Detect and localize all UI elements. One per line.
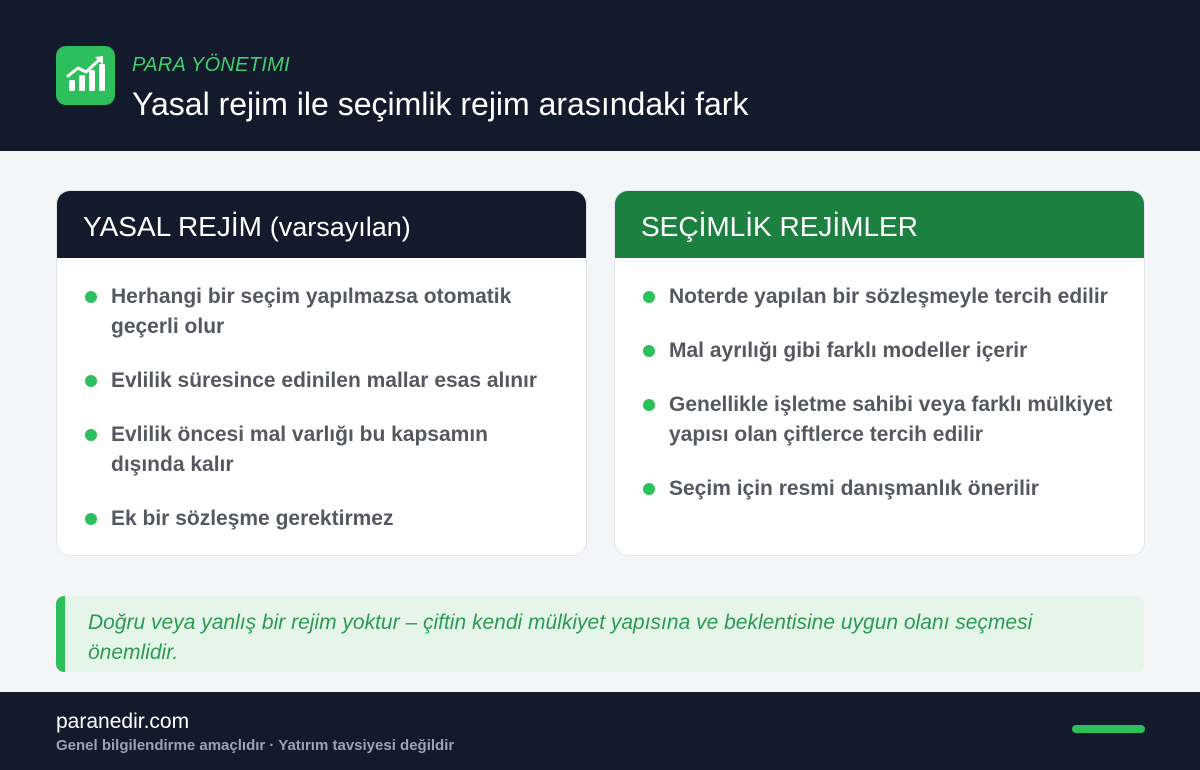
list-item-text: Noterde yapılan bir sözleşmeyle tercih edilir [669,285,1108,308]
list-item [85,420,566,480]
bullet-dot-icon [85,375,97,387]
page-title: Yasal rejim ile seçimlik rejim arasındaki fark [132,86,749,122]
list-item [85,366,566,396]
list-item [85,504,566,534]
list-item-text: Mal ayrılığı gibi farklı modeller içerir [669,339,1028,362]
growth-chart-icon [56,46,115,105]
footer [0,692,1200,770]
footer-accent-line [1072,725,1145,733]
list-item [643,474,1124,504]
list-item [85,282,566,342]
note-accent-bar [56,596,65,672]
optional-regimes-card [614,190,1145,556]
bullet-dot-icon [85,291,97,303]
header [0,0,1200,151]
bullet-dot-icon [85,513,97,525]
list-item-text: Evlilik süresince edinilen mallar esas alınır [111,369,538,392]
bullet-dot-icon [643,483,655,495]
bullet-dot-icon [643,291,655,303]
optional-regimes-card-header [615,191,1144,258]
list-item-text: Herhangi bir seçim yapılmazsa otomatik geçerli olur [111,285,512,338]
site-name: paranedir.com [56,710,190,733]
section-kicker: PARA YÖNETIMI [132,54,291,76]
info-note [56,596,1144,672]
optional-regimes-title: SEÇİMLİK REJİMLER [641,211,918,242]
list-item-text: Genellikle işletme sahibi veya farklı mülkiyet yapısı olan çiftlerce tercih edilir [669,393,1113,446]
list-item [643,390,1124,450]
list-item-text: Ek bir sözleşme gerektirmez [111,507,394,530]
legal-regime-list [57,258,586,556]
list-item-text: Evlilik öncesi mal varlığı bu kapsamın dışında kalır [111,423,488,476]
disclaimer: Genel bilgilendirme amaçlıdır · Yatırım tavsiyesi değildir [56,737,455,754]
optional-regimes-list [615,258,1144,528]
bullet-dot-icon [643,399,655,411]
list-item-text: Seçim için resmi danışmanlık önerilir [669,477,1039,500]
legal-regime-title-sub: (varsayılan) [269,212,411,242]
bullet-dot-icon [643,345,655,357]
list-item [643,282,1124,312]
legal-regime-title: YASAL REJİM [83,211,262,242]
legal-regime-card-header [57,191,586,258]
list-item [643,336,1124,366]
legal-regime-card [56,190,587,556]
bullet-dot-icon [85,429,97,441]
note-text: Doğru veya yanlış bir rejim yoktur – çiftin kendi mülkiyet yapısına ve beklentisine uygun olanı seçmesi önemlidir. [88,611,1033,664]
